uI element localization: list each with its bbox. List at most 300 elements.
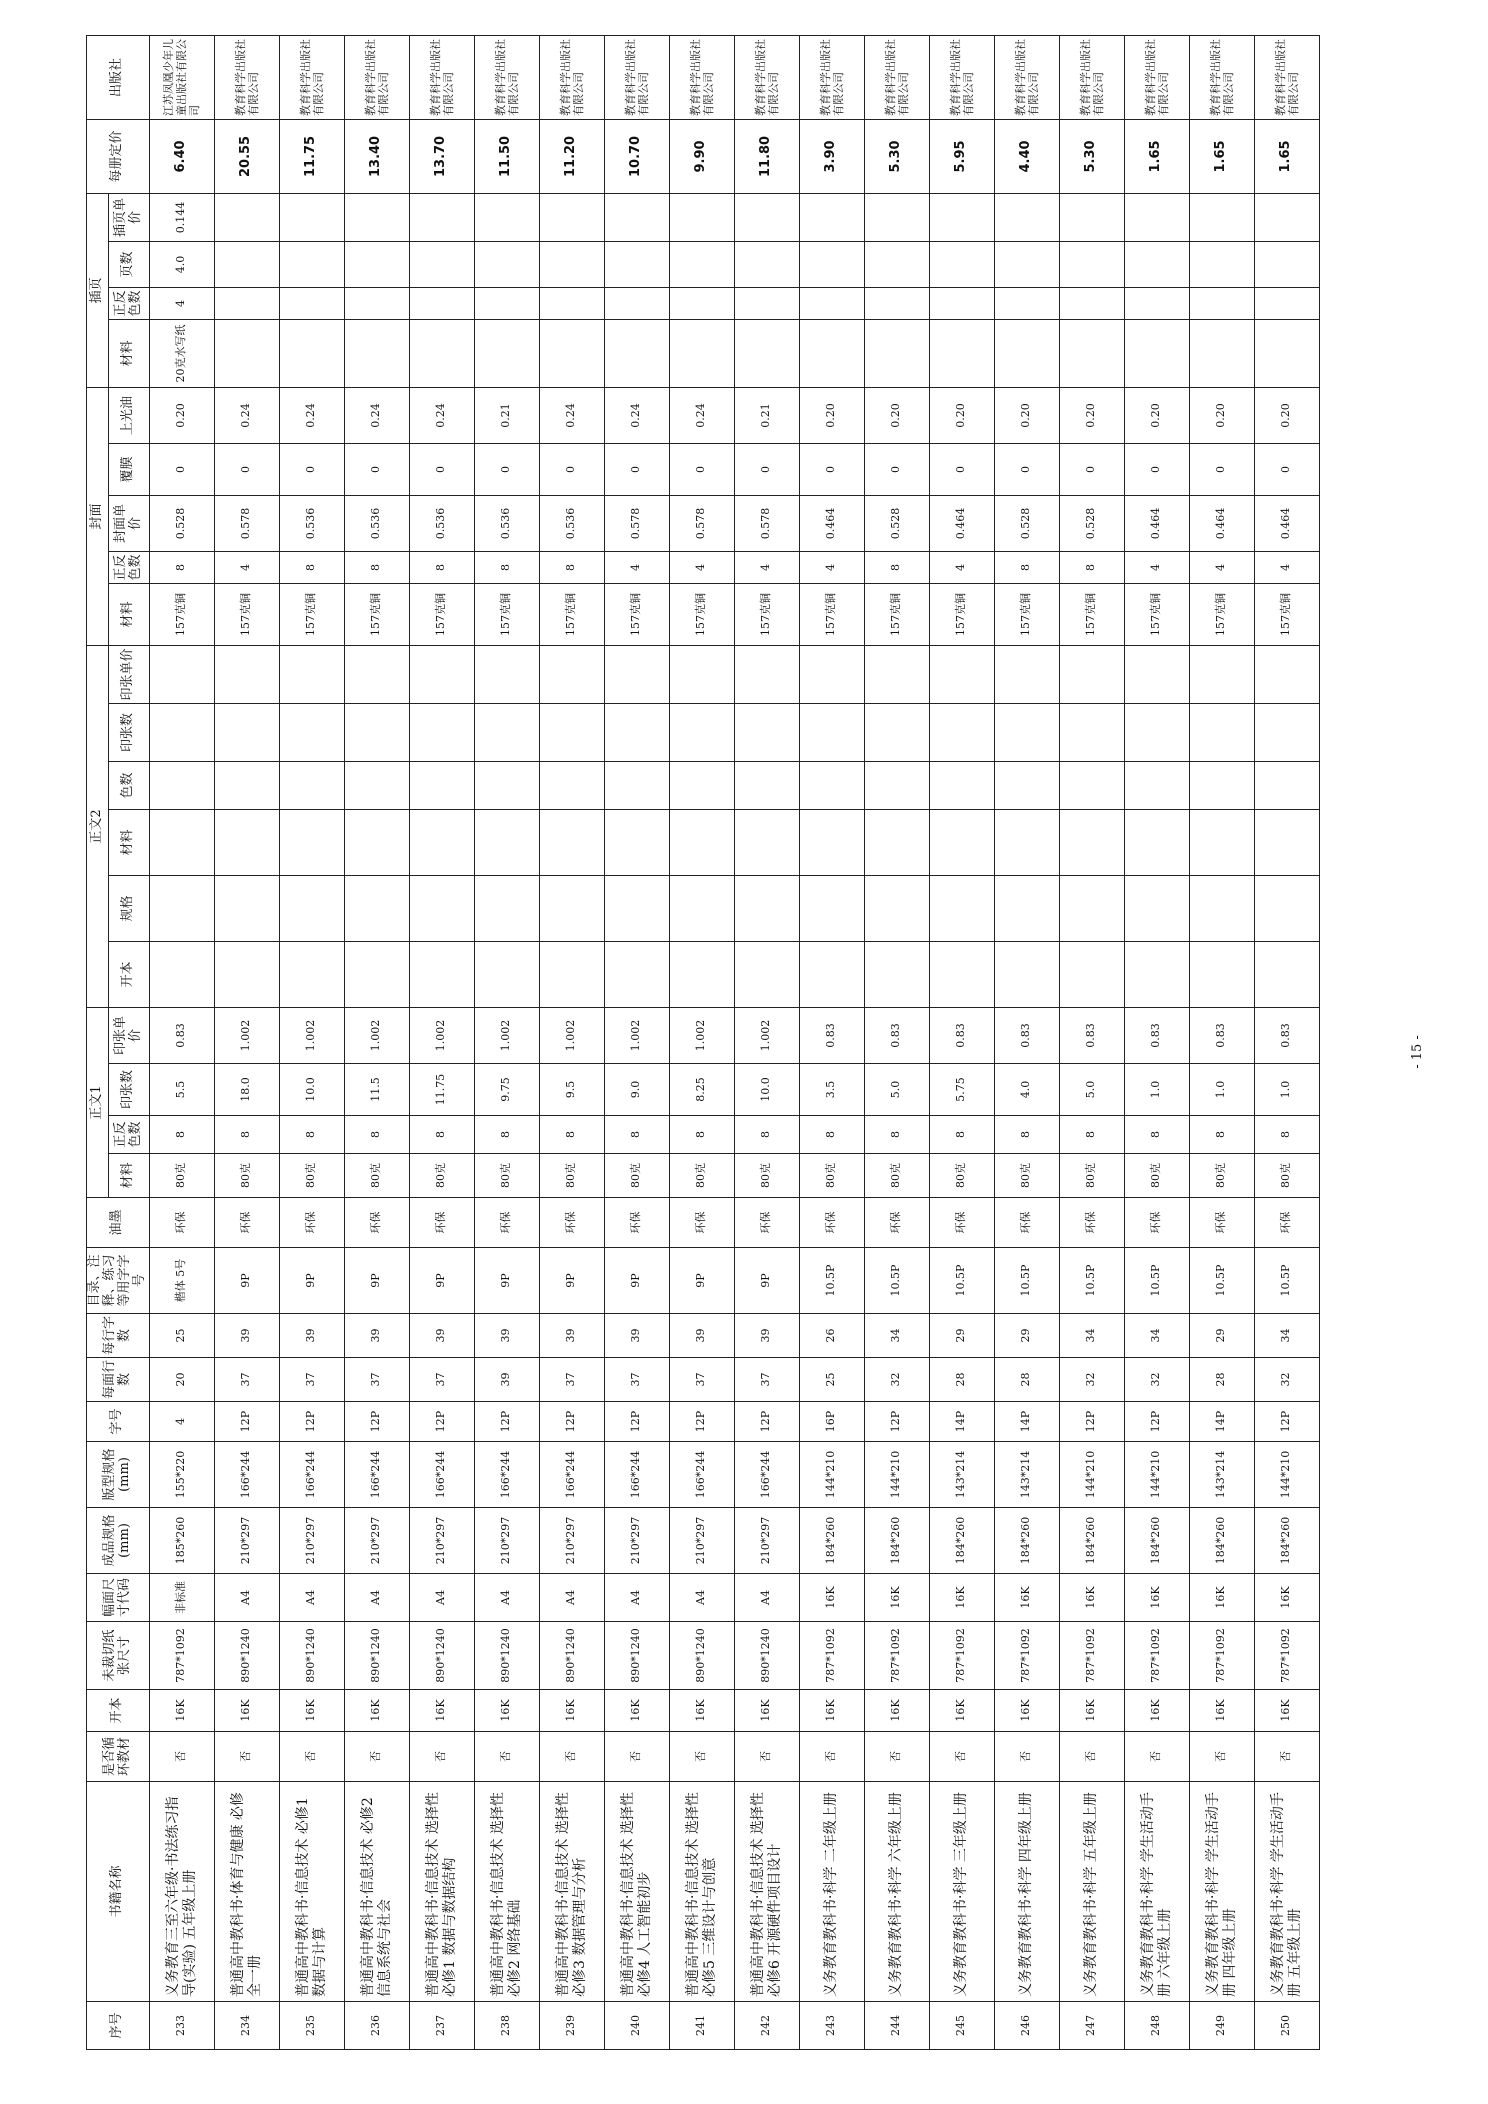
cell-insert-material bbox=[539, 319, 604, 387]
cell-publisher: 教育科学出版社有限公司 bbox=[214, 35, 279, 119]
cell-body2-material bbox=[1059, 809, 1124, 875]
cell-insert-pages: 4.0 bbox=[149, 241, 214, 287]
header-body1-material: 材料 bbox=[109, 1154, 150, 1198]
header-body2-colors: 色数 bbox=[109, 761, 150, 809]
cell-price: 3.90 bbox=[799, 119, 864, 193]
cell-cover-material: 157克铜 bbox=[929, 583, 994, 645]
cell-cover-unit-price: 0.536 bbox=[409, 495, 474, 551]
cell-price: 20.55 bbox=[214, 119, 279, 193]
cell-body1-material: 80克 bbox=[1254, 1154, 1319, 1198]
cell-format: 16K bbox=[864, 1690, 929, 1732]
cell-body2-sheets bbox=[929, 703, 994, 761]
cell-insert-colors bbox=[1124, 287, 1189, 319]
cell-cover-film: 0 bbox=[474, 443, 539, 495]
cell-body1-unit-price: 0.83 bbox=[1059, 1007, 1124, 1063]
cell-body1-unit-price: 1.002 bbox=[279, 1007, 344, 1063]
cell-body2-colors bbox=[539, 761, 604, 809]
cell-cover-unit-price: 0.578 bbox=[669, 495, 734, 551]
cell-body2-colors bbox=[799, 761, 864, 809]
cell-layout-size: 166*244 bbox=[669, 1442, 734, 1508]
cell-body2-colors bbox=[994, 761, 1059, 809]
cell-cover-unit-price: 0.578 bbox=[214, 495, 279, 551]
cell-cover-film: 0 bbox=[279, 443, 344, 495]
cell-font-size: 12P bbox=[669, 1402, 734, 1442]
cell-cover-varnish: 0.24 bbox=[409, 387, 474, 443]
cell-body1-colors: 8 bbox=[1254, 1116, 1319, 1154]
cell-finished-size: 184*260 bbox=[1189, 1508, 1254, 1574]
header-body1-unit-price: 印张单价 bbox=[109, 1007, 150, 1063]
table-row bbox=[929, 35, 994, 2049]
cell-finished-size: 185*260 bbox=[149, 1508, 214, 1574]
header-insert-material: 材料 bbox=[109, 319, 150, 387]
cell-body1-colors: 8 bbox=[474, 1116, 539, 1154]
cell-publisher: 教育科学出版社有限公司 bbox=[994, 35, 1059, 119]
cell-toc-font: 10.5P bbox=[929, 1248, 994, 1314]
cell-cover-unit-price: 0.536 bbox=[539, 495, 604, 551]
cell-ink: 环保 bbox=[799, 1198, 864, 1248]
cell-sheet-code: 16K bbox=[929, 1574, 994, 1622]
cell-sheet-code: 16K bbox=[799, 1574, 864, 1622]
cell-body2-spec bbox=[1189, 875, 1254, 941]
cell-font-size: 14P bbox=[994, 1402, 1059, 1442]
cell-body1-unit-price: 1.002 bbox=[214, 1007, 279, 1063]
cell-body1-sheets: 8.25 bbox=[669, 1064, 734, 1116]
cell-recycle: 否 bbox=[864, 1732, 929, 1782]
cell-price: 11.80 bbox=[734, 119, 799, 193]
cell-body1-sheets: 9.5 bbox=[539, 1064, 604, 1116]
cell-insert-colors bbox=[539, 287, 604, 319]
cell-ink: 环保 bbox=[1059, 1198, 1124, 1248]
cell-cover-material: 157克铜 bbox=[344, 583, 409, 645]
cell-sheet-code: 16K bbox=[864, 1574, 929, 1622]
cell-cover-material: 157克铜 bbox=[149, 583, 214, 645]
cell-sheet-code: A4 bbox=[279, 1574, 344, 1622]
cell-cover-colors: 4 bbox=[669, 551, 734, 583]
cell-sheet-code: A4 bbox=[409, 1574, 474, 1622]
cell-font-size: 12P bbox=[409, 1402, 474, 1442]
cell-body2-material bbox=[344, 809, 409, 875]
cell-body2-format bbox=[669, 941, 734, 1007]
cell-lines-per-page: 28 bbox=[1189, 1358, 1254, 1402]
cell-body2-material bbox=[994, 809, 1059, 875]
cell-cover-film: 0 bbox=[214, 443, 279, 495]
header-body2-group: 正文2 bbox=[87, 645, 109, 1007]
cell-cover-colors: 4 bbox=[1189, 551, 1254, 583]
cell-lines-per-page: 32 bbox=[1059, 1358, 1124, 1402]
cell-cover-film: 0 bbox=[1059, 443, 1124, 495]
cell-body2-sheets bbox=[1189, 703, 1254, 761]
cell-body2-colors bbox=[279, 761, 344, 809]
cell-ink: 环保 bbox=[214, 1198, 279, 1248]
cell-body2-spec bbox=[669, 875, 734, 941]
header-price: 每册定价 bbox=[87, 119, 150, 193]
cell-body1-colors: 8 bbox=[409, 1116, 474, 1154]
cell-recycle: 否 bbox=[929, 1732, 994, 1782]
cell-body2-colors bbox=[409, 761, 474, 809]
cell-cover-unit-price: 0.528 bbox=[864, 495, 929, 551]
cell-insert-colors bbox=[279, 287, 344, 319]
cell-body2-unit-price bbox=[474, 645, 539, 703]
cell-body1-material: 80克 bbox=[929, 1154, 994, 1198]
cell-ink: 环保 bbox=[279, 1198, 344, 1248]
cell-insert-material bbox=[214, 319, 279, 387]
cell-body1-sheets: 1.0 bbox=[1254, 1064, 1319, 1116]
cell-lines-per-page: 39 bbox=[474, 1358, 539, 1402]
cell-recycle: 否 bbox=[669, 1732, 734, 1782]
cell-body2-sheets bbox=[539, 703, 604, 761]
table-header bbox=[87, 35, 150, 2049]
cell-insert-pages bbox=[279, 241, 344, 287]
cell-paper-size: 787*1092 bbox=[929, 1622, 994, 1690]
table-row bbox=[864, 35, 929, 2049]
cell-layout-size: 144*210 bbox=[1124, 1442, 1189, 1508]
cell-price: 5.95 bbox=[929, 119, 994, 193]
cell-ink: 环保 bbox=[474, 1198, 539, 1248]
cell-insert-pages bbox=[214, 241, 279, 287]
cell-format: 16K bbox=[799, 1690, 864, 1732]
cell-cover-colors: 8 bbox=[149, 551, 214, 583]
cell-recycle: 否 bbox=[1254, 1732, 1319, 1782]
cell-body2-colors bbox=[1254, 761, 1319, 809]
cell-body2-colors bbox=[864, 761, 929, 809]
cell-insert-pages bbox=[994, 241, 1059, 287]
cell-insert-colors bbox=[1254, 287, 1319, 319]
table-body bbox=[149, 35, 1319, 2049]
cell-body1-unit-price: 1.002 bbox=[474, 1007, 539, 1063]
cell-body1-colors: 8 bbox=[214, 1116, 279, 1154]
cell-cover-colors: 4 bbox=[799, 551, 864, 583]
cell-toc-font: 9P bbox=[344, 1248, 409, 1314]
cell-insert-colors: 4 bbox=[149, 287, 214, 319]
cell-body1-material: 80克 bbox=[409, 1154, 474, 1198]
cell-body2-format bbox=[214, 941, 279, 1007]
header-body1-sheets: 印张数 bbox=[109, 1064, 150, 1116]
cell-insert-pages bbox=[864, 241, 929, 287]
cell-body1-material: 80克 bbox=[344, 1154, 409, 1198]
cell-chars-per-line: 39 bbox=[214, 1314, 279, 1358]
cell-format: 16K bbox=[734, 1690, 799, 1732]
cell-lines-per-page: 32 bbox=[1254, 1358, 1319, 1402]
cell-cover-varnish: 0.20 bbox=[994, 387, 1059, 443]
cell-finished-size: 184*260 bbox=[799, 1508, 864, 1574]
cell-body2-unit-price bbox=[1254, 645, 1319, 703]
cell-publisher: 教育科学出版社有限公司 bbox=[344, 35, 409, 119]
cell-body2-material bbox=[279, 809, 344, 875]
cell-finished-size: 210*297 bbox=[279, 1508, 344, 1574]
cell-book-name: 普通高中教科书·信息技术 必修2 信息系统与社会 bbox=[344, 1782, 409, 2002]
cell-insert-unit-price bbox=[799, 193, 864, 241]
cell-chars-per-line: 39 bbox=[669, 1314, 734, 1358]
table-row bbox=[1124, 35, 1189, 2049]
cell-cover-unit-price: 0.536 bbox=[344, 495, 409, 551]
cell-cover-colors: 8 bbox=[864, 551, 929, 583]
cell-cover-colors: 8 bbox=[994, 551, 1059, 583]
cell-sheet-code: A4 bbox=[604, 1574, 669, 1622]
cell-body2-unit-price bbox=[409, 645, 474, 703]
cell-cover-unit-price: 0.464 bbox=[1189, 495, 1254, 551]
cell-body1-sheets: 5.5 bbox=[149, 1064, 214, 1116]
cell-body1-sheets: 11.5 bbox=[344, 1064, 409, 1116]
cell-toc-font: 9P bbox=[604, 1248, 669, 1314]
cell-book-name: 义务教育三至六年级·书法练习指导(实验) 五年级上册 bbox=[149, 1782, 214, 2002]
cell-body2-format bbox=[1124, 941, 1189, 1007]
cell-cover-material: 157克铜 bbox=[474, 583, 539, 645]
cell-format: 16K bbox=[1254, 1690, 1319, 1732]
cell-finished-size: 184*260 bbox=[929, 1508, 994, 1574]
cell-seq: 236 bbox=[344, 2002, 409, 2050]
cell-insert-pages bbox=[669, 241, 734, 287]
cell-insert-pages bbox=[1124, 241, 1189, 287]
cell-body2-sheets bbox=[1059, 703, 1124, 761]
cell-insert-material bbox=[799, 319, 864, 387]
cell-cover-material: 157克铜 bbox=[1124, 583, 1189, 645]
cell-insert-colors bbox=[409, 287, 474, 319]
cell-body2-material bbox=[474, 809, 539, 875]
cell-cover-unit-price: 0.464 bbox=[929, 495, 994, 551]
cell-finished-size: 184*260 bbox=[864, 1508, 929, 1574]
cell-body1-colors: 8 bbox=[1189, 1116, 1254, 1154]
header-body1-colors: 正反色数 bbox=[109, 1116, 150, 1154]
cell-body2-spec bbox=[474, 875, 539, 941]
header-cover-colors: 正反色数 bbox=[109, 551, 150, 583]
cell-body2-material bbox=[799, 809, 864, 875]
cell-toc-font: 10.5P bbox=[994, 1248, 1059, 1314]
cell-chars-per-line: 39 bbox=[344, 1314, 409, 1358]
cell-cover-unit-price: 0.528 bbox=[994, 495, 1059, 551]
cell-body1-unit-price: 1.002 bbox=[344, 1007, 409, 1063]
cell-cover-unit-price: 0.464 bbox=[799, 495, 864, 551]
cell-publisher: 教育科学出版社有限公司 bbox=[799, 35, 864, 119]
cell-body2-format bbox=[1254, 941, 1319, 1007]
cell-layout-size: 155*220 bbox=[149, 1442, 214, 1508]
cell-toc-font: 9P bbox=[409, 1248, 474, 1314]
cell-body1-unit-price: 0.83 bbox=[799, 1007, 864, 1063]
cell-publisher: 江苏凤凰少年儿童出版社有限公司 bbox=[149, 35, 214, 119]
table-row bbox=[799, 35, 864, 2049]
cell-body2-unit-price bbox=[1059, 645, 1124, 703]
cell-body2-unit-price bbox=[1189, 645, 1254, 703]
cell-insert-material bbox=[344, 319, 409, 387]
cell-format: 16K bbox=[994, 1690, 1059, 1732]
cell-ink: 环保 bbox=[864, 1198, 929, 1248]
cell-insert-colors bbox=[669, 287, 734, 319]
cell-body2-spec bbox=[1059, 875, 1124, 941]
cell-cover-material: 157克铜 bbox=[799, 583, 864, 645]
cell-body2-material bbox=[734, 809, 799, 875]
cell-publisher: 教育科学出版社有限公司 bbox=[1254, 35, 1319, 119]
cell-body2-format bbox=[279, 941, 344, 1007]
cell-book-name: 义务教育教科书·科学 学生活动手册 四年级上册 bbox=[1189, 1782, 1254, 2002]
cell-recycle: 否 bbox=[994, 1732, 1059, 1782]
cell-insert-colors bbox=[1189, 287, 1254, 319]
cell-ink: 环保 bbox=[539, 1198, 604, 1248]
cell-cover-varnish: 0.24 bbox=[214, 387, 279, 443]
cell-insert-colors bbox=[474, 287, 539, 319]
cell-publisher: 教育科学出版社有限公司 bbox=[1189, 35, 1254, 119]
cell-insert-pages bbox=[344, 241, 409, 287]
cell-price: 5.30 bbox=[864, 119, 929, 193]
cell-body2-unit-price bbox=[149, 645, 214, 703]
cell-body2-colors bbox=[1189, 761, 1254, 809]
cell-body2-material bbox=[929, 809, 994, 875]
cell-book-name: 普通高中教科书·信息技术 选择性必修1 数据与数据结构 bbox=[409, 1782, 474, 2002]
cell-ink: 环保 bbox=[409, 1198, 474, 1248]
cell-publisher: 教育科学出版社有限公司 bbox=[539, 35, 604, 119]
cell-format: 16K bbox=[1189, 1690, 1254, 1732]
table-row bbox=[149, 35, 214, 2049]
cell-lines-per-page: 37 bbox=[539, 1358, 604, 1402]
cell-recycle: 否 bbox=[604, 1732, 669, 1782]
cell-insert-unit-price bbox=[214, 193, 279, 241]
cell-font-size: 12P bbox=[539, 1402, 604, 1442]
cell-body1-unit-price: 0.83 bbox=[864, 1007, 929, 1063]
cell-insert-material bbox=[1124, 319, 1189, 387]
cell-body1-sheets: 4.0 bbox=[994, 1064, 1059, 1116]
cell-body2-sheets bbox=[994, 703, 1059, 761]
header-cover-group: 封面 bbox=[87, 387, 109, 645]
cell-price: 1.65 bbox=[1254, 119, 1319, 193]
cell-sheet-code: 16K bbox=[1124, 1574, 1189, 1622]
cell-insert-material: 20克水写纸 bbox=[149, 319, 214, 387]
cell-insert-material bbox=[669, 319, 734, 387]
cell-price: 1.65 bbox=[1124, 119, 1189, 193]
cell-publisher: 教育科学出版社有限公司 bbox=[279, 35, 344, 119]
cell-body2-unit-price bbox=[279, 645, 344, 703]
cell-body2-unit-price bbox=[994, 645, 1059, 703]
cell-finished-size: 210*297 bbox=[409, 1508, 474, 1574]
cell-paper-size: 890*1240 bbox=[734, 1622, 799, 1690]
cell-body1-unit-price: 0.83 bbox=[1124, 1007, 1189, 1063]
header-insert-colors: 正反色数 bbox=[109, 287, 150, 319]
cell-body2-unit-price bbox=[929, 645, 994, 703]
cell-body2-format bbox=[864, 941, 929, 1007]
cell-body1-colors: 8 bbox=[1124, 1116, 1189, 1154]
cell-body1-colors: 8 bbox=[669, 1116, 734, 1154]
header-cover-unit-price: 封面单价 bbox=[109, 495, 150, 551]
cell-format: 16K bbox=[539, 1690, 604, 1732]
cell-sheet-code: A4 bbox=[669, 1574, 734, 1622]
cell-cover-film: 0 bbox=[344, 443, 409, 495]
cell-finished-size: 184*260 bbox=[1254, 1508, 1319, 1574]
cell-body2-spec bbox=[279, 875, 344, 941]
cell-lines-per-page: 37 bbox=[604, 1358, 669, 1402]
cell-layout-size: 144*210 bbox=[1059, 1442, 1124, 1508]
cell-font-size: 4 bbox=[149, 1402, 214, 1442]
cell-insert-colors bbox=[799, 287, 864, 319]
cell-body2-unit-price bbox=[1124, 645, 1189, 703]
cell-body2-spec bbox=[409, 875, 474, 941]
cell-paper-size: 890*1240 bbox=[214, 1622, 279, 1690]
cell-publisher: 教育科学出版社有限公司 bbox=[734, 35, 799, 119]
cell-body1-material: 80克 bbox=[279, 1154, 344, 1198]
cell-seq: 249 bbox=[1189, 2002, 1254, 2050]
cell-body1-colors: 8 bbox=[994, 1116, 1059, 1154]
header-cover-film: 覆膜 bbox=[109, 443, 150, 495]
cell-seq: 243 bbox=[799, 2002, 864, 2050]
cell-finished-size: 210*297 bbox=[734, 1508, 799, 1574]
cell-body2-material bbox=[1254, 809, 1319, 875]
header-body2-format: 开本 bbox=[109, 941, 150, 1007]
cell-font-size: 12P bbox=[1124, 1402, 1189, 1442]
cell-insert-unit-price bbox=[1124, 193, 1189, 241]
cell-chars-per-line: 39 bbox=[279, 1314, 344, 1358]
cell-layout-size: 144*210 bbox=[799, 1442, 864, 1508]
cell-paper-size: 890*1240 bbox=[604, 1622, 669, 1690]
cell-cover-film: 0 bbox=[1189, 443, 1254, 495]
header-cover-varnish: 上光油 bbox=[109, 387, 150, 443]
cell-insert-material bbox=[929, 319, 994, 387]
header-font-size: 字号 bbox=[87, 1402, 150, 1442]
header-layout-size: 版型规格(mm) bbox=[87, 1442, 150, 1508]
cell-insert-pages bbox=[539, 241, 604, 287]
cell-chars-per-line: 39 bbox=[409, 1314, 474, 1358]
cell-book-name: 普通高中教科书·信息技术 选择性必修4 人工智能初步 bbox=[604, 1782, 669, 2002]
cell-sheet-code: 16K bbox=[1254, 1574, 1319, 1622]
cell-body2-format bbox=[734, 941, 799, 1007]
cell-cover-film: 0 bbox=[149, 443, 214, 495]
cell-cover-colors: 4 bbox=[734, 551, 799, 583]
header-ink: 油墨 bbox=[87, 1198, 150, 1248]
cell-insert-unit-price bbox=[1059, 193, 1124, 241]
header-paper-size: 未裁切纸张尺寸 bbox=[87, 1622, 150, 1690]
table-row bbox=[1059, 35, 1124, 2049]
cell-toc-font: 10.5P bbox=[864, 1248, 929, 1314]
cell-body2-spec bbox=[149, 875, 214, 941]
cell-seq: 245 bbox=[929, 2002, 994, 2050]
cell-body1-sheets: 5.0 bbox=[1059, 1064, 1124, 1116]
cell-price: 1.65 bbox=[1189, 119, 1254, 193]
cell-ink: 环保 bbox=[929, 1198, 994, 1248]
cell-body2-colors bbox=[1059, 761, 1124, 809]
cell-cover-varnish: 0.24 bbox=[344, 387, 409, 443]
cell-font-size: 12P bbox=[279, 1402, 344, 1442]
cell-seq: 235 bbox=[279, 2002, 344, 2050]
cell-lines-per-page: 37 bbox=[214, 1358, 279, 1402]
cell-toc-font: 9P bbox=[539, 1248, 604, 1314]
cell-ink: 环保 bbox=[604, 1198, 669, 1248]
cell-insert-material bbox=[1189, 319, 1254, 387]
cell-chars-per-line: 34 bbox=[864, 1314, 929, 1358]
cell-body2-material bbox=[1124, 809, 1189, 875]
cell-layout-size: 166*244 bbox=[474, 1442, 539, 1508]
cell-font-size: 12P bbox=[344, 1402, 409, 1442]
cell-cover-film: 0 bbox=[539, 443, 604, 495]
cell-paper-size: 787*1092 bbox=[994, 1622, 1059, 1690]
cell-font-size: 16P bbox=[799, 1402, 864, 1442]
cell-body1-material: 80克 bbox=[1124, 1154, 1189, 1198]
header-body2-material: 材料 bbox=[109, 809, 150, 875]
cell-cover-varnish: 0.21 bbox=[474, 387, 539, 443]
cell-chars-per-line: 39 bbox=[734, 1314, 799, 1358]
cell-body2-colors bbox=[149, 761, 214, 809]
cell-price: 6.40 bbox=[149, 119, 214, 193]
cell-lines-per-page: 37 bbox=[344, 1358, 409, 1402]
cell-insert-pages bbox=[1189, 241, 1254, 287]
cell-publisher: 教育科学出版社有限公司 bbox=[864, 35, 929, 119]
header-publisher: 出版社 bbox=[87, 35, 150, 119]
header-finished-size: 成品规格(mm) bbox=[87, 1508, 150, 1574]
cell-body2-sheets bbox=[149, 703, 214, 761]
cell-body2-sheets bbox=[214, 703, 279, 761]
cell-body2-spec bbox=[799, 875, 864, 941]
cell-book-name: 义务教育教科书·科学 学生活动手册 六年级上册 bbox=[1124, 1782, 1189, 2002]
cell-chars-per-line: 34 bbox=[1124, 1314, 1189, 1358]
cell-body2-sheets bbox=[1254, 703, 1319, 761]
cell-body1-colors: 8 bbox=[604, 1116, 669, 1154]
cell-body1-sheets: 9.75 bbox=[474, 1064, 539, 1116]
header-seq: 序号 bbox=[87, 2002, 150, 2050]
cell-cover-varnish: 0.20 bbox=[1124, 387, 1189, 443]
